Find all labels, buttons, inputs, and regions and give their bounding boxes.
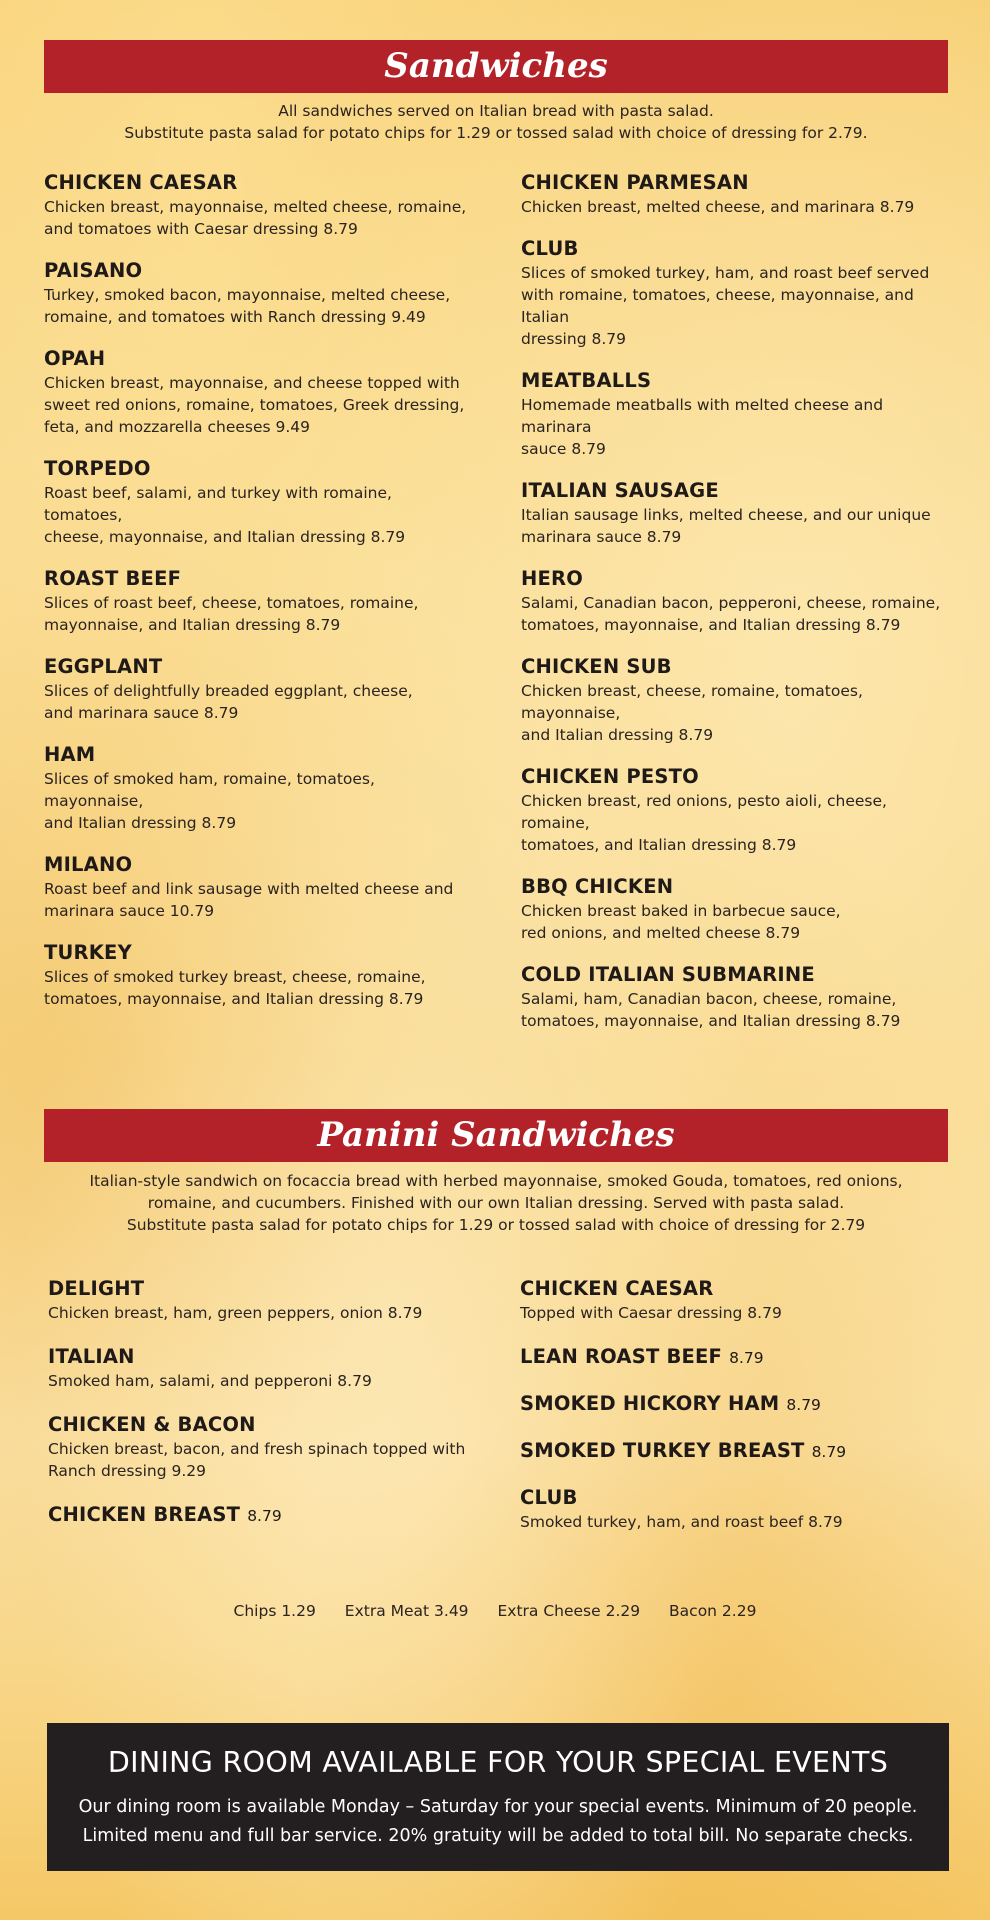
menu-item-description: dressing 8.79 xyxy=(521,330,626,348)
menu-item-name: CLUB xyxy=(520,1486,578,1509)
menu-item xyxy=(520,1391,950,1418)
menu-item-description: and tomatoes with Caesar dressing 8.79 xyxy=(44,220,358,238)
menu-item-description: tomatoes, and Italian dressing 8.79 xyxy=(521,836,797,854)
menu-item xyxy=(48,1412,478,1482)
menu-item-name: CHICKEN CAESAR xyxy=(520,1277,714,1300)
menu-item xyxy=(44,346,474,438)
menu-item-heading xyxy=(44,940,474,966)
intro-line: Italian-style sandwich on focaccia bread with herbed mayonnaise, smoked Gouda, tomatoes, red onions, xyxy=(89,1172,903,1190)
menu-item-description: feta, and mozzarella cheeses 9.49 xyxy=(44,418,311,436)
menu-item-name: LEAN ROAST BEEF xyxy=(520,1345,723,1368)
menu-item-heading xyxy=(521,478,951,504)
menu-item-description: red onions, and melted cheese 8.79 xyxy=(521,924,801,942)
menu-item-description: and Italian dressing 8.79 xyxy=(521,726,714,744)
panini-left-column xyxy=(48,1276,478,1529)
menu-item xyxy=(520,1344,950,1371)
menu-item xyxy=(44,456,474,548)
menu-item-heading xyxy=(48,1344,478,1370)
menu-item-name: COLD ITALIAN SUBMARINE xyxy=(521,963,815,986)
menu-item-description: Chicken breast, cheese, romaine, tomatoes, mayonnaise, xyxy=(521,682,863,722)
menu-item-price: 8.79 xyxy=(729,1349,764,1367)
menu-item-description: Ranch dressing 9.29 xyxy=(48,1462,206,1480)
menu-item-name: EGGPLANT xyxy=(44,655,163,678)
menu-item-heading xyxy=(520,1276,950,1302)
menu-item-name: DELIGHT xyxy=(48,1277,145,1300)
menu-item-heading xyxy=(44,170,474,196)
menu-item-description: and Italian dressing 8.79 xyxy=(44,814,237,832)
menu-item xyxy=(521,654,951,746)
menu-item-description: marinara sauce 10.79 xyxy=(44,902,215,920)
menu-item-name: CLUB xyxy=(521,237,579,260)
menu-item xyxy=(44,258,474,328)
menu-item-heading xyxy=(520,1438,950,1465)
menu-item xyxy=(521,962,951,1032)
menu-item xyxy=(521,170,951,218)
menu-item xyxy=(520,1485,950,1533)
menu-item-description: Salami, ham, Canadian bacon, cheese, romaine, xyxy=(521,990,897,1008)
menu-item-name: CHICKEN SUB xyxy=(521,655,672,678)
menu-item-heading xyxy=(521,566,951,592)
menu-item-description: Chicken breast baked in barbecue sauce, xyxy=(521,902,841,920)
menu-item-description: Roast beef and link sausage with melted cheese and xyxy=(44,880,454,898)
menu-item-heading xyxy=(520,1344,950,1371)
menu-item-heading xyxy=(44,742,474,768)
events-text xyxy=(47,1793,949,1851)
menu-item-description: Topped with Caesar dressing 8.79 xyxy=(520,1304,782,1322)
menu-item-description: Slices of smoked ham, romaine, tomatoes, mayonnaise, xyxy=(44,770,375,810)
menu-item xyxy=(521,874,951,944)
menu-item-name: OPAH xyxy=(44,347,106,370)
menu-item-description: with romaine, tomatoes, cheese, mayonnaise, and Italian xyxy=(521,286,914,326)
menu-item xyxy=(521,764,951,856)
menu-item-heading xyxy=(521,236,951,262)
extra-item: Extra Cheese 2.29 xyxy=(497,1602,641,1620)
menu-item-description: Chicken breast, bacon, and fresh spinach topped with xyxy=(48,1440,466,1458)
menu-item-name: TORPEDO xyxy=(44,457,151,480)
menu-item-name: ROAST BEEF xyxy=(44,567,182,590)
menu-item-heading xyxy=(521,764,951,790)
menu-item-name: CHICKEN & BACON xyxy=(48,1413,256,1436)
menu-item-description: Chicken breast, mayonnaise, and cheese topped with xyxy=(44,374,460,392)
events-title: DINING ROOM AVAILABLE FOR YOUR SPECIAL EVENTS xyxy=(107,1746,889,1779)
menu-item-description: sweet red onions, romaine, tomatoes, Greek dressing, xyxy=(44,396,465,414)
events-line: Limited menu and full bar service. 20% gratuity will be added to total bill. No separate checks. xyxy=(82,1826,914,1846)
menu-item-heading xyxy=(48,1276,478,1302)
extras-row xyxy=(0,1600,990,1622)
intro-line: Substitute pasta salad for potato chips for 1.29 or tossed salad with choice of dressing for 2.79. xyxy=(124,124,868,142)
menu-item-description: Slices of smoked turkey, ham, and roast beef served xyxy=(521,264,930,282)
menu-item-heading xyxy=(48,1502,478,1529)
intro-line: Substitute pasta salad for potato chips for 1.29 or tossed salad with choice of dressing for 2.79 xyxy=(126,1216,866,1234)
panini-intro xyxy=(44,1170,948,1236)
menu-item-description: cheese, mayonnaise, and Italian dressing 8.79 xyxy=(44,528,406,546)
sandwiches-left-column xyxy=(44,170,474,1010)
menu-item-name: ITALIAN xyxy=(48,1345,135,1368)
menu-item-description: sauce 8.79 xyxy=(521,440,606,458)
menu-item-description: Salami, Canadian bacon, pepperoni, cheese, romaine, xyxy=(521,594,941,612)
menu-item-price: 8.79 xyxy=(786,1396,821,1414)
menu-item-description: Slices of delightfully breaded eggplant, cheese, xyxy=(44,682,413,700)
intro-line: romaine, and cucumbers. Finished with our own Italian dressing. Served with pasta salad. xyxy=(147,1194,845,1212)
menu-item-description: Smoked ham, salami, and pepperoni 8.79 xyxy=(48,1372,372,1390)
menu-item xyxy=(48,1502,478,1529)
menu-item-price: 8.79 xyxy=(247,1507,282,1525)
menu-item xyxy=(48,1276,478,1324)
menu-item-description: mayonnaise, and Italian dressing 8.79 xyxy=(44,616,341,634)
menu-item-description: romaine, and tomatoes with Ranch dressing 9.49 xyxy=(44,308,426,326)
menu-item xyxy=(44,170,474,240)
menu-item xyxy=(521,478,951,548)
menu-item-description: Chicken breast, ham, green peppers, onion 8.79 xyxy=(48,1304,423,1322)
menu-item-heading xyxy=(44,456,474,482)
menu-item-heading xyxy=(44,258,474,284)
panini-right-column xyxy=(520,1276,950,1533)
menu-item xyxy=(520,1438,950,1465)
menu-item-name: SMOKED HICKORY HAM xyxy=(520,1392,780,1415)
menu-item-description: Smoked turkey, ham, and roast beef 8.79 xyxy=(520,1513,843,1531)
menu-item-heading xyxy=(521,654,951,680)
menu-item-name: CHICKEN BREAST xyxy=(48,1503,241,1526)
special-events-box xyxy=(47,1723,949,1871)
menu-item-name: HAM xyxy=(44,743,96,766)
menu-item-description: Slices of roast beef, cheese, tomatoes, romaine, xyxy=(44,594,419,612)
extra-item: Chips 1.29 xyxy=(233,1602,316,1620)
menu-item-description: tomatoes, mayonnaise, and Italian dressing 8.79 xyxy=(521,616,901,634)
menu-item xyxy=(521,236,951,350)
menu-item-description: Chicken breast, mayonnaise, melted cheese, romaine, xyxy=(44,198,467,216)
menu-item-description: Homemade meatballs with melted cheese and marinara xyxy=(521,396,884,436)
menu-item-heading xyxy=(44,346,474,372)
menu-item xyxy=(44,852,474,922)
menu-item-price: 8.79 xyxy=(811,1443,847,1461)
menu-item xyxy=(44,742,474,834)
menu-item-heading xyxy=(521,874,951,900)
menu-item-heading xyxy=(48,1412,478,1438)
extra-item: Extra Meat 3.49 xyxy=(344,1602,469,1620)
menu-item-heading xyxy=(44,654,474,680)
menu-item-description: Italian sausage links, melted cheese, and our unique xyxy=(521,506,931,524)
menu-item-heading xyxy=(520,1391,950,1418)
menu-item xyxy=(521,566,951,636)
sandwiches-banner: Sandwiches xyxy=(44,40,948,93)
menu-item-name: SMOKED TURKEY BREAST xyxy=(520,1439,805,1462)
menu-item-description: Roast beef, salami, and turkey with romaine, tomatoes, xyxy=(44,484,392,524)
menu-item-name: MILANO xyxy=(44,853,133,876)
intro-line: All sandwiches served on Italian bread with pasta salad. xyxy=(278,102,714,120)
sandwiches-right-column xyxy=(521,170,951,1032)
menu-item-heading xyxy=(521,368,951,394)
menu-item-name: CHICKEN PARMESAN xyxy=(521,171,749,194)
menu-item-name: PAISANO xyxy=(44,259,143,282)
menu-item-description: Turkey, smoked bacon, mayonnaise, melted cheese, xyxy=(44,286,451,304)
menu-item-heading xyxy=(520,1485,950,1511)
menu-item xyxy=(44,940,474,1010)
menu-item-heading xyxy=(44,566,474,592)
events-line: Our dining room is available Monday – Saturday for your special events. Minimum of 20 people. xyxy=(78,1797,918,1817)
menu-item-name: MEATBALLS xyxy=(521,369,652,392)
menu-item-heading xyxy=(44,852,474,878)
menu-item xyxy=(48,1344,478,1392)
menu-item-name: TURKEY xyxy=(44,941,132,964)
menu-item-description: Slices of smoked turkey breast, cheese, romaine, xyxy=(44,968,426,986)
menu-item xyxy=(520,1276,950,1324)
menu-item-description: Chicken breast, melted cheese, and marinara 8.79 xyxy=(521,198,915,216)
menu-item xyxy=(44,654,474,724)
panini-banner: Panini Sandwiches xyxy=(44,1109,948,1162)
menu-item-name: CHICKEN PESTO xyxy=(521,765,699,788)
menu-item-name: BBQ CHICKEN xyxy=(521,875,674,898)
sandwiches-intro xyxy=(44,100,948,144)
menu-item-description: and marinara sauce 8.79 xyxy=(44,704,239,722)
menu-item-heading xyxy=(521,962,951,988)
menu-item-description: tomatoes, mayonnaise, and Italian dressing 8.79 xyxy=(521,1012,901,1030)
menu-item-description: Chicken breast, red onions, pesto aioli, cheese, romaine, xyxy=(521,792,887,832)
menu-item xyxy=(44,566,474,636)
menu-item xyxy=(521,368,951,460)
menu-item-description: marinara sauce 8.79 xyxy=(521,528,682,546)
menu-item-description: tomatoes, mayonnaise, and Italian dressing 8.79 xyxy=(44,990,424,1008)
extra-item: Bacon 2.29 xyxy=(669,1602,757,1620)
menu-item-name: CHICKEN CAESAR xyxy=(44,171,238,194)
menu-item-heading xyxy=(521,170,951,196)
menu-item-name: HERO xyxy=(521,567,584,590)
menu-item-name: ITALIAN SAUSAGE xyxy=(521,479,719,502)
